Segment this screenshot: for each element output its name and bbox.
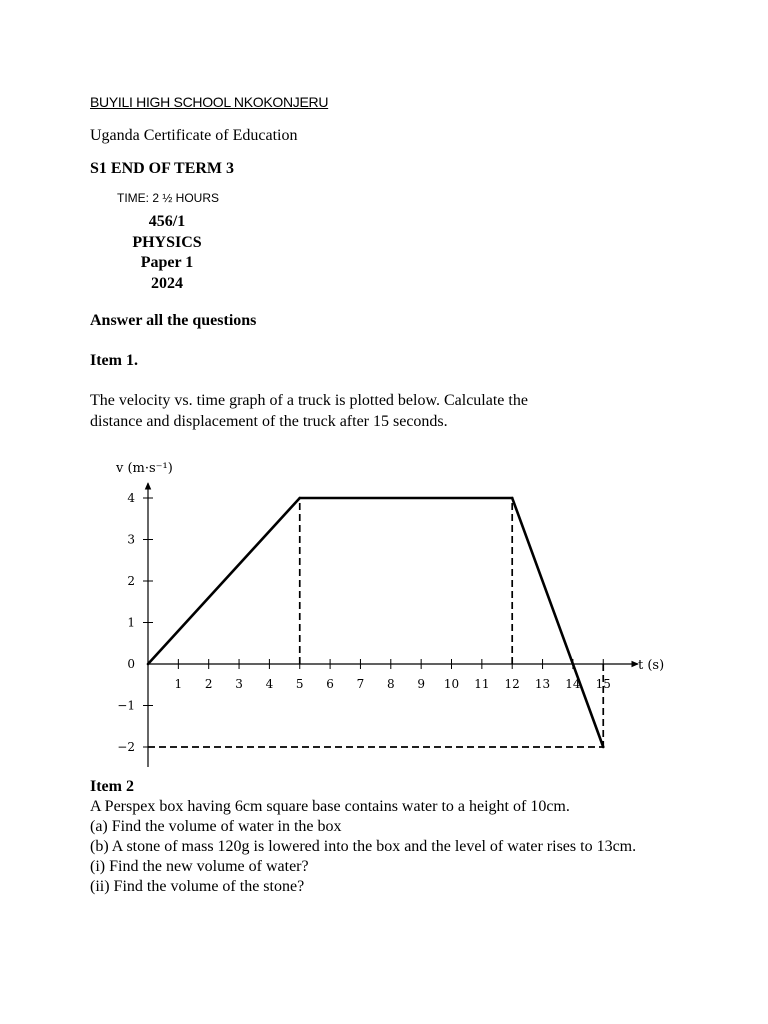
x-tick-label-6: 6 [326, 677, 334, 691]
item2-line1: A Perspex box having 6cm square base contains water to a height of 10cm. [90, 798, 570, 815]
x-tick-label-11: 11 [474, 677, 490, 691]
paper-info [117, 212, 217, 294]
certificate-title: Uganda Certificate of Education [90, 127, 298, 144]
x-tick-label-4: 4 [265, 677, 274, 691]
paper-number: Paper 1 [140, 254, 194, 271]
x-tick-label-15: 15 [595, 677, 611, 691]
x-tick-label-1: 1 [174, 677, 183, 691]
velocity-time-chart [0, 445, 768, 770]
item1-question [90, 391, 610, 432]
x-tick-label-10: 10 [443, 677, 460, 691]
subject-name: PHYSICS [132, 233, 202, 251]
y-tick-label-4: 4 [127, 491, 135, 505]
item2-line4: (i) Find the new volume of water? [90, 858, 309, 875]
y-tick-label-1: 1 [127, 615, 135, 630]
data-point-1 [147, 663, 150, 666]
y-tick-label--2: −2 [117, 740, 135, 754]
x-tick-label-8: 8 [386, 677, 395, 691]
data-point-2 [298, 497, 301, 500]
y-axis-label: v (m·s⁻¹) [116, 461, 173, 476]
x-tick-label-3: 3 [235, 677, 243, 691]
x-tick-label-7: 7 [356, 677, 365, 691]
x-tick-label-2: 2 [204, 677, 213, 691]
item1-title: Item 1. [90, 352, 138, 369]
paper-code: 456/1 [148, 213, 186, 230]
x-tick-label-14: 14 [565, 677, 581, 691]
item2-line3: (b) A stone of mass 120g is lowered into the box and the level of water rises to 13cm. [90, 838, 637, 855]
exam-time: TIME: 2 ½ HOURS [117, 191, 220, 205]
data-point-3 [511, 497, 514, 500]
velocity-series-line [148, 498, 603, 747]
y-tick-label-2: 2 [127, 574, 135, 588]
item2-line2: (a) Find the volume of water in the box [90, 818, 342, 835]
x-tick-label-9: 9 [417, 677, 425, 691]
y-tick-label-0: 0 [127, 657, 135, 671]
item2-line5: (ii) Find the volume of the stone? [90, 878, 305, 895]
item1-text-line2: distance and displacement of the truck after 15 seconds. [90, 412, 448, 430]
item1-text-line1: The velocity vs. time graph of a truck is plotted below. Calculate the [90, 392, 528, 409]
term-title: S1 END OF TERM 3 [90, 160, 235, 177]
y-tick-label-3: 3 [127, 532, 135, 547]
item2-title: Item 2 [90, 778, 134, 795]
y-tick-label--1: −1 [117, 698, 135, 713]
data-point-4 [602, 746, 605, 749]
x-tick-label-5: 5 [295, 677, 304, 691]
instructions: Answer all the questions [90, 312, 257, 329]
exam-year: 2024 [151, 274, 183, 292]
x-axis-label: t (s) [638, 658, 665, 673]
school-name: BUYILI HIGH SCHOOL NKOKONJERU [90, 94, 329, 110]
x-tick-label-13: 13 [534, 677, 551, 691]
x-tick-label-12: 12 [504, 677, 520, 691]
item2 [90, 777, 636, 897]
